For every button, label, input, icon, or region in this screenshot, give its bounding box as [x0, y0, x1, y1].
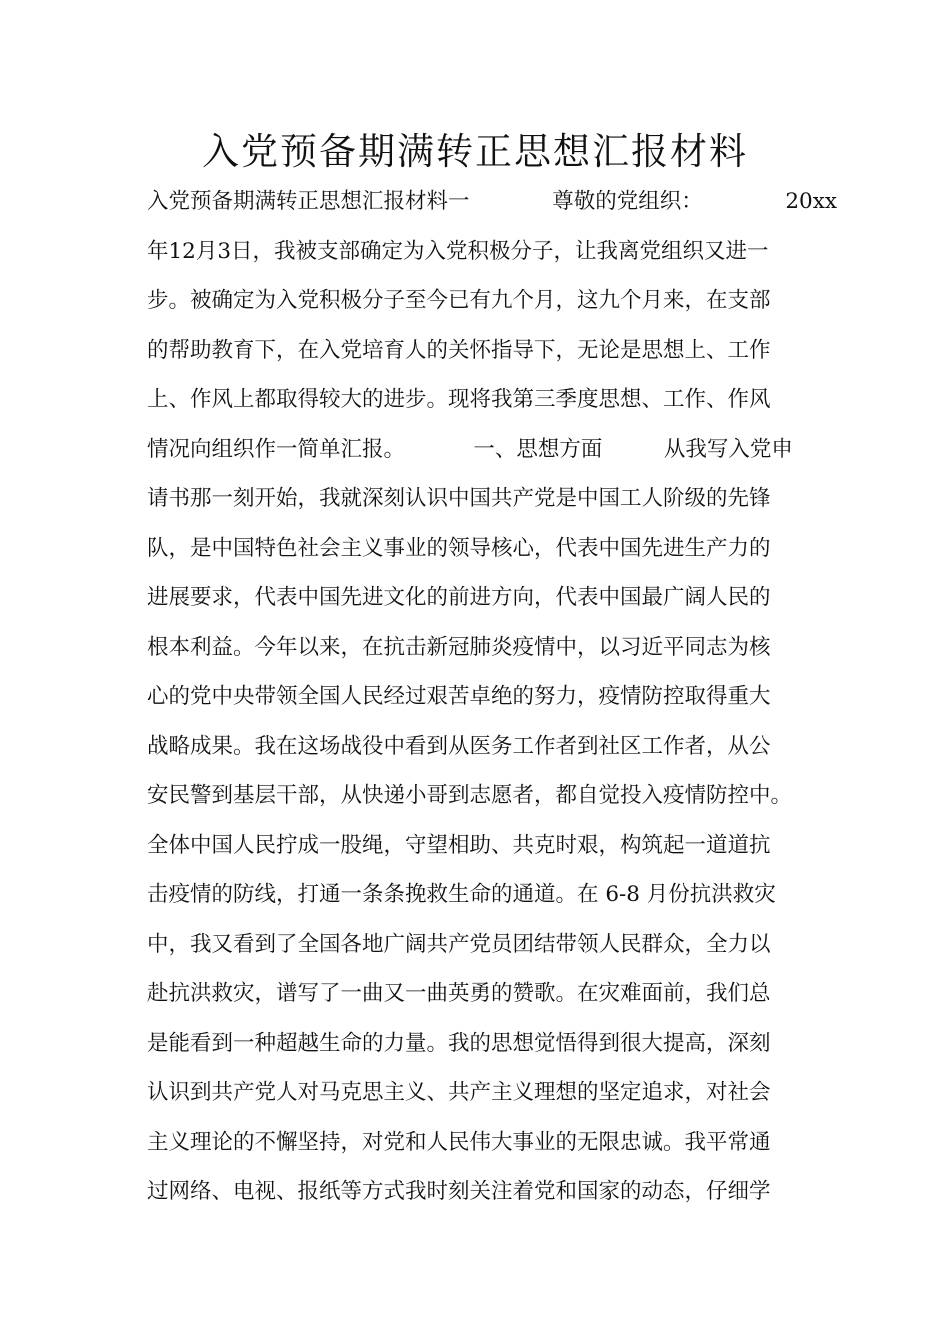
body-line: 安民警到基层干部，从快递小哥到志愿者，都自觉投入疫情防控中。 [147, 783, 793, 808]
body-line: 的帮助教育下，在入党培育人的关怀指导下，无论是思想上、工作 [147, 337, 771, 363]
body-line: 年12月3日，我被支部确定为入党积极分子，让我离党组织又进一 [147, 238, 769, 264]
body-line: 赴抗洪救灾，谱写了一曲又一曲英勇的赞歌。在灾难面前，我们总 [147, 981, 771, 1006]
body-line: 主义理论的不懈坚持，对党和人民伟大事业的无限忠诚。我平常通 [147, 1129, 771, 1155]
body-line: 战略成果。我在这场战役中看到从医务工作者到社区工作者，从公 [147, 733, 771, 759]
salutation: 尊敬的党组织： [552, 189, 703, 214]
body-line: 全体中国人民拧成一股绳，守望相助、共克时艰，构筑起一道道抗 [147, 832, 771, 858]
body-line: 进展要求，代表中国先进文化的前进方向，代表中国最广阔人民的 [147, 585, 771, 610]
body-line: 是能看到一种超越生命的力量。我的思想觉悟得到很大提高，深刻 [147, 1030, 771, 1056]
body-line: 过网络、电视、报纸等方式我时刻关注着党和国家的动态，仔细学 [147, 1179, 771, 1204]
body-line: 击疫情的防线，打通一条条挽救生命的通道。在 6-8 月份抗洪救灾 [147, 882, 776, 907]
body-line: 队，是中国特色社会主义事业的领导核心，代表中国先进生产力的 [147, 535, 771, 561]
body-line: 请书那一刻开始，我就深刻认识中国共产党是中国工人阶级的先锋 [147, 486, 771, 511]
body-line-1 [147, 184, 837, 234]
year-fragment: 20xx [785, 189, 837, 214]
body-line: 根本利益。今年以来，在抗击新冠肺炎疫情中，以习近平同志为核 [147, 634, 771, 660]
body-line: 中，我又看到了全国各地广阔共产党员团结带领人民群众，全力以 [147, 931, 771, 957]
body-line: 上、作风上都取得较大的进步。现将我第三季度思想、工作、作风 [147, 387, 771, 412]
body-line: 情况向组织作一简单汇报。 一、思想方面 从我写入党申 [147, 436, 793, 462]
report-subtitle: 入党预备期满转正思想汇报材料一 [147, 189, 470, 214]
body-line: 认识到共产党人对马克思主义、共产主义理想的坚定追求，对社会 [147, 1080, 771, 1105]
document-body [147, 184, 837, 1224]
document-title: 入党预备期满转正思想汇报材料 [202, 130, 748, 173]
body-line: 心的党中央带领全国人民经过艰苦卓绝的努力，疫情防控取得重大 [147, 684, 771, 709]
body-line: 步。被确定为入党积极分子至今已有九个月，这九个月来，在支部 [147, 288, 771, 313]
